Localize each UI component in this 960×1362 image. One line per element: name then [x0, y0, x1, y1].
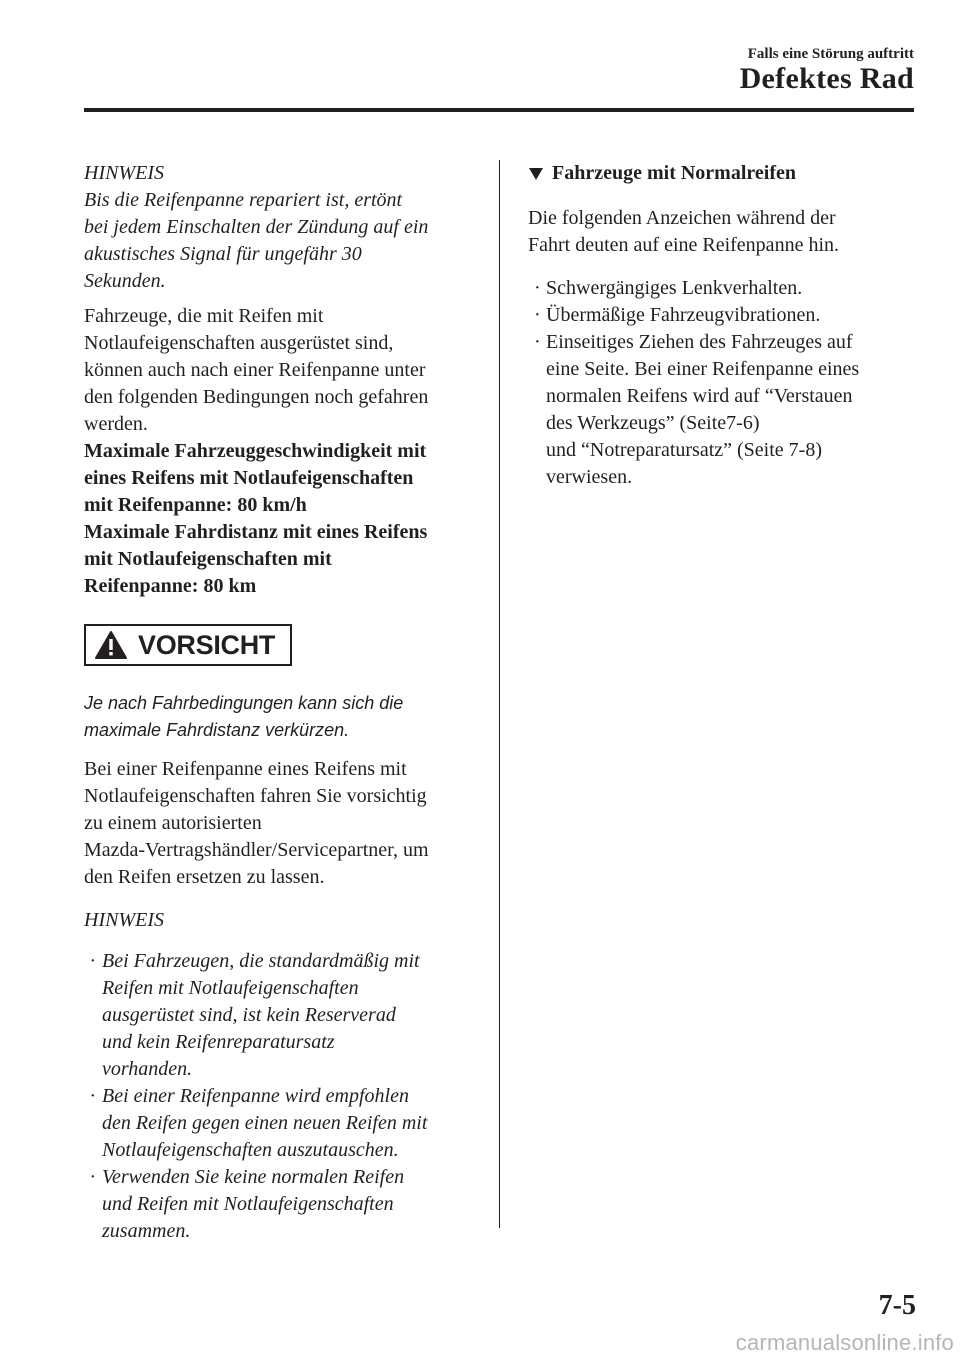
list-item — [84, 948, 474, 1083]
text-line: ausgerüstet sind, ist kein Reserverad — [102, 1004, 396, 1026]
paragraph — [84, 303, 474, 438]
note-line: bei jedem Einschalten der Zündung auf ein — [84, 216, 429, 238]
text-line: eine Seite. Bei einer Reifenpanne eines — [546, 358, 860, 380]
text-line: Bei Fahrzeugen, die standardmäßig mit — [102, 950, 420, 972]
text-line: werden. — [84, 413, 148, 435]
text-line: normalen Reifens wird auf “Verstauen — [546, 385, 853, 407]
symptom-list — [528, 275, 918, 491]
text-line: Reifenpanne: 80 km — [84, 575, 257, 597]
text-line: können auch nach einer Reifenpanne unter — [84, 359, 426, 381]
note-list — [84, 948, 474, 1245]
text-line: mit Reifenpanne: 80 km/h — [84, 494, 307, 516]
text-line: Die folgenden Anzeichen während der — [528, 207, 836, 229]
caution-label: VORSICHT — [138, 630, 276, 660]
bullet: · — [534, 331, 541, 353]
note-heading: HINWEIS — [84, 162, 164, 184]
text-line: Fahrt deuten auf eine Reifenpanne hin. — [528, 234, 839, 256]
note-heading: HINWEIS — [84, 909, 164, 931]
text-line: und kein Reifenreparatursatz — [102, 1031, 335, 1053]
left-column — [84, 160, 474, 1245]
note-line: akustisches Signal für ungefähr 30 — [84, 243, 362, 265]
note-line: Sekunden. — [84, 270, 166, 292]
page-title: Defektes Rad — [739, 62, 914, 95]
header-rule — [84, 108, 914, 112]
text-line: Mazda-Vertragshändler/Servicepartner, um — [84, 839, 429, 861]
text-line: Fahrzeuge, die mit Reifen mit — [84, 305, 324, 327]
text-line: den Reifen gegen einen neuen Reifen mit — [102, 1112, 428, 1134]
text-line: Notlaufeigenschaften auszutauschen. — [102, 1139, 399, 1161]
text-line: Übermäßige Fahrzeugvibrationen. — [546, 304, 821, 326]
sub-heading — [528, 160, 918, 187]
column-divider — [499, 160, 500, 1228]
text-line: eines Reifens mit Notlaufeigenschaften — [84, 467, 414, 489]
text-line: Notlaufeigenschaften ausgerüstet sind, — [84, 332, 394, 354]
text-line: den Reifen ersetzen zu lassen. — [84, 866, 325, 888]
list-item — [528, 302, 918, 329]
list-item — [528, 275, 918, 302]
caution-box — [84, 624, 292, 666]
text-line: und Reifen mit Notlaufeigenschaften — [102, 1193, 394, 1215]
triangle-down-icon — [528, 167, 544, 181]
caution-text — [84, 690, 474, 744]
right-column — [528, 160, 918, 491]
paragraph — [84, 756, 474, 891]
text-line: Verwenden Sie keine normalen Reifen — [102, 1166, 405, 1188]
text-line: zu einem autorisierten — [84, 812, 262, 834]
watermark: carmanualsonline.info — [735, 1330, 954, 1355]
list-item — [84, 1164, 474, 1245]
note-line: Bis die Reifenpanne repariert ist, ertönt — [84, 189, 403, 211]
header-section: Falls eine Störung auftritt — [747, 46, 914, 62]
bullet: · — [90, 950, 95, 972]
note-block — [84, 907, 474, 1245]
paragraph — [528, 205, 918, 259]
text-line: Reifen mit Notlaufeigenschaften — [102, 977, 359, 999]
warning-icon — [94, 630, 128, 660]
limits-text — [84, 438, 474, 600]
text-line: vorhanden. — [102, 1058, 193, 1080]
text-line: den folgenden Bedingungen noch gefahren — [84, 386, 429, 408]
bullet: · — [90, 1166, 95, 1188]
text-line: Notlaufeigenschaften fahren Sie vorsichtig — [84, 785, 427, 807]
text-line: Maximale Fahrzeuggeschwindigkeit mit — [84, 440, 427, 462]
text-line: mit Notlaufeigenschaften mit — [84, 548, 332, 570]
text-line: Bei einer Reifenpanne eines Reifens mit — [84, 758, 407, 780]
text-line: Einseitiges Ziehen des Fahrzeuges auf — [546, 331, 853, 353]
text-line: zusammen. — [102, 1220, 191, 1242]
bullet: · — [90, 1085, 95, 1107]
sub-heading-text: Fahrzeuge mit Normalreifen — [552, 162, 796, 184]
text-line: des Werkzeugs” (Seite7-6) — [546, 412, 760, 434]
note-text — [84, 187, 474, 295]
list-item — [84, 1083, 474, 1164]
text-line: Bei einer Reifenpanne wird empfohlen — [102, 1085, 409, 1107]
text-line: verwiesen. — [546, 466, 633, 488]
text-line: und “Notreparatursatz” (Seite 7-8) — [546, 439, 822, 461]
bullet: · — [534, 277, 541, 299]
text-line: Maximale Fahrdistanz mit eines Reifens — [84, 521, 428, 543]
text-line: Schwergängiges Lenkverhalten. — [546, 277, 803, 299]
text-line: Je nach Fahrbedingungen kann sich die — [84, 693, 404, 713]
bullet: · — [534, 304, 541, 326]
note-block — [84, 160, 474, 295]
text-line: maximale Fahrdistanz verkürzen. — [84, 720, 350, 740]
page-number: 7-5 — [878, 1290, 916, 1321]
list-item — [528, 329, 918, 491]
